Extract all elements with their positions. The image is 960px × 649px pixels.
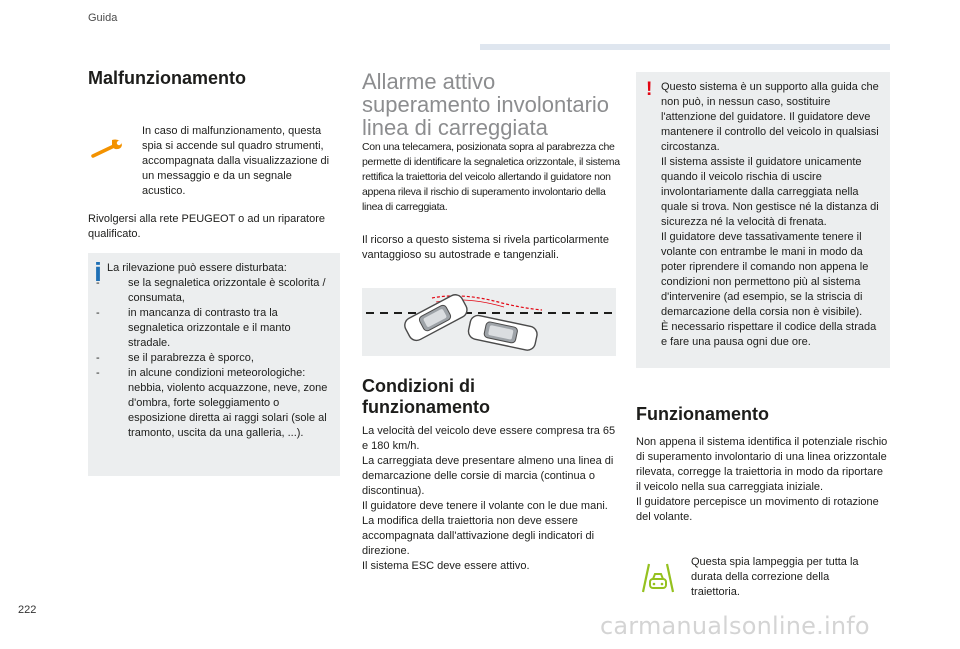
- warning-box: [636, 72, 890, 368]
- condition-item: La modifica della traiettoria non deve essere accompagnata dall'attivazione degli indicatori di direzione.: [362, 515, 595, 557]
- warning-para: Il sistema assiste il guidatore unicamente quando il veicolo rischia di uscire involontariamente dalla carreggiata nella quale si trova. Non gestisce né la distanza di sicurezza né la velocità di frenata.: [661, 156, 879, 228]
- warning-icon: !: [646, 79, 653, 100]
- info-item: - se il parabrezza è sporco,: [88, 351, 335, 366]
- lane-alert-title: Allarme attivo superamento involontario linea di carreggiata: [362, 69, 610, 140]
- condition-item: La carreggiata deve presentare almeno una linea di demarcazione delle corsie di marcia (continua o discontinua).: [362, 455, 614, 497]
- operating-conditions-list: [362, 424, 618, 574]
- operating-conditions-title: Condizioni di funzionamento: [362, 376, 490, 417]
- header-label: Guida: [88, 12, 118, 24]
- condition-item: Il guidatore deve tenere il volante con le due mani.: [362, 500, 608, 512]
- page-number: 222: [18, 604, 37, 616]
- info-item: - in mancanza di contrasto tra la segnaletica orizzontale e il manto stradale.: [88, 306, 335, 351]
- warning-para: Il guidatore deve tassativamente tenere il volante con entrambe le mani in modo da poter riprendere il comando non appena le condizioni non permettono più al sistema d'intervenire (ad esempio, se la striscia di demarcazione della corsia non è visibile).: [661, 231, 869, 318]
- operation-title: Funzionamento: [636, 404, 769, 424]
- lane-alert-usage: Il ricorso a questo sistema si rivela particolarmente vantaggioso su autostrade e tangenziali.: [362, 234, 609, 261]
- lane-alert-intro: Con una telecamera, posizionata sopra al parabrezza che permette di identificare la segnaletica orizzontale, il sistema rettifica la traiettoria del veicolo allertando il guidatore non appena rileva il rischio di superamento involontario della linea di carreggiata.: [362, 141, 620, 213]
- lane-correction-illustration: [362, 288, 616, 356]
- watermark: carmanualsonline.info: [600, 612, 870, 640]
- lane-lamp-text: Questa spia lampeggia per tutta la durata della correzione della traiettoria.: [691, 556, 859, 598]
- info-intro: La rilevazione può essere disturbata:: [107, 262, 287, 274]
- lane-departure-lamp-icon: [640, 562, 676, 594]
- header-bar: [480, 44, 890, 50]
- operation-para: Non appena il sistema identifica il potenziale rischio di superamento involontario di una linea orizzontale rilevata, corregge la traiettoria in modo da riportare il veicolo nella sua carreggiata iniziale. Il guidatore percepisce un movimento di rotazione del volante.: [636, 436, 888, 523]
- condition-item: Il sistema ESC deve essere attivo.: [362, 560, 530, 572]
- malfunction-title: Malfunzionamento: [88, 68, 246, 88]
- wrench-warning-lamp-icon: [90, 136, 128, 160]
- warning-para: È necessario rispettare il codice della strada e fare una pausa ogni due ore.: [661, 321, 877, 348]
- malfunction-para: Rivolgersi alla rete PEUGEOT o ad un riparatore qualificato.: [88, 213, 326, 240]
- info-item: - in alcune condizioni meteorologiche: nebbia, violento acquazzone, neve, zone d'ombra, forte soleggiamento o esposizione diretta ai raggi solari (sole al tramonto, uscita da una galleria, ...).: [88, 366, 335, 441]
- warning-para: Questo sistema è un supporto alla guida che non può, in nessun caso, sostituire l'attenzione del guidatore. Il guidatore deve mantenere il controllo del veicolo in qualsiasi circostanza.: [661, 81, 879, 153]
- info-box: [88, 253, 340, 476]
- condition-item: La velocità del veicolo deve essere compresa tra 65 e 180 km/h.: [362, 425, 616, 452]
- info-item: - se la segnaletica orizzontale è scolorita / consumata,: [88, 276, 335, 306]
- malfunction-lamp-text: In caso di malfunzionamento, questa spia si accende sul quadro strumenti, accompagnata dalla visualizzazione di un messaggio e da un segnale acustico.: [142, 125, 330, 197]
